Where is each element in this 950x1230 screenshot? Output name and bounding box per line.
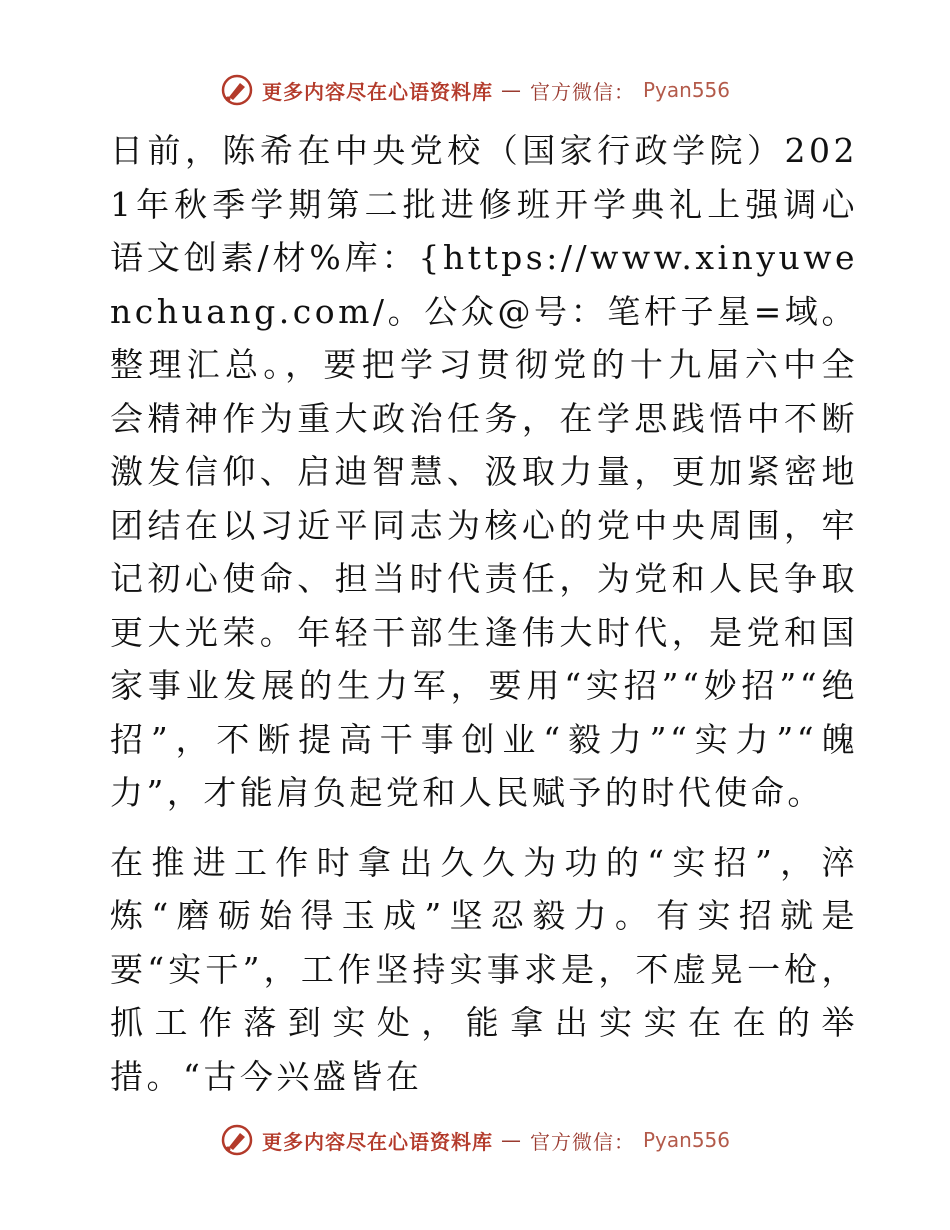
footer-watermark (0, 1120, 950, 1160)
watermark-sub-text: 官方微信： (529, 79, 635, 104)
watermark-main-text: 更多内容尽在心语资料库 (261, 1129, 493, 1154)
watermark-wechat-id: Pyan556 (642, 78, 730, 102)
pen-nib-logo-icon (220, 1123, 254, 1157)
paragraph-1: 日前，陈希在中央党校（国家行政学院）2021年秋季学期第二批进修班开学典礼上强调心语文创素/材%库：{https://www.xinyuwenchuang.com/。公众@号：笔杆子星=域。整理汇总。，要把学习贯彻党的十九届六中全会精神作为重大政治任务，在学思践悟中不断激发信仰、启迪智慧、汲取力量，更加紧密地团结在以习近平同志为核心的党中央周围，牢记初心使命、担当时代责任，为党和人民争取更大光荣。年轻干部生逢伟大时代，是党和国家事业发展的生力军，要用“实招”“妙招”“绝招”，不断提高干事创业“毅力”“实力”“魄力”，才能肩负起党和人民赋予的时代使命。 (110, 131, 858, 812)
watermark-sub-text: 官方微信： (529, 1129, 635, 1154)
paragraph-2: 在推进工作时拿出久久为功的“实招”，淬炼“磨砺始得玉成”坚忍毅力。有实招就是要“实干”，工作坚持实事求是，不虚晃一枪，抓工作落到实处，能拿出实实在在的举措。“古今兴盛皆在 (110, 842, 858, 1096)
pen-nib-logo-icon (220, 73, 254, 107)
watermark-dash: — (500, 78, 522, 102)
watermark-main-text: 更多内容尽在心语资料库 (261, 79, 493, 104)
watermark-wechat-id: Pyan556 (642, 1128, 730, 1152)
header-watermark (0, 70, 950, 110)
document-body (98, 124, 858, 1103)
watermark-dash: — (500, 1128, 522, 1152)
